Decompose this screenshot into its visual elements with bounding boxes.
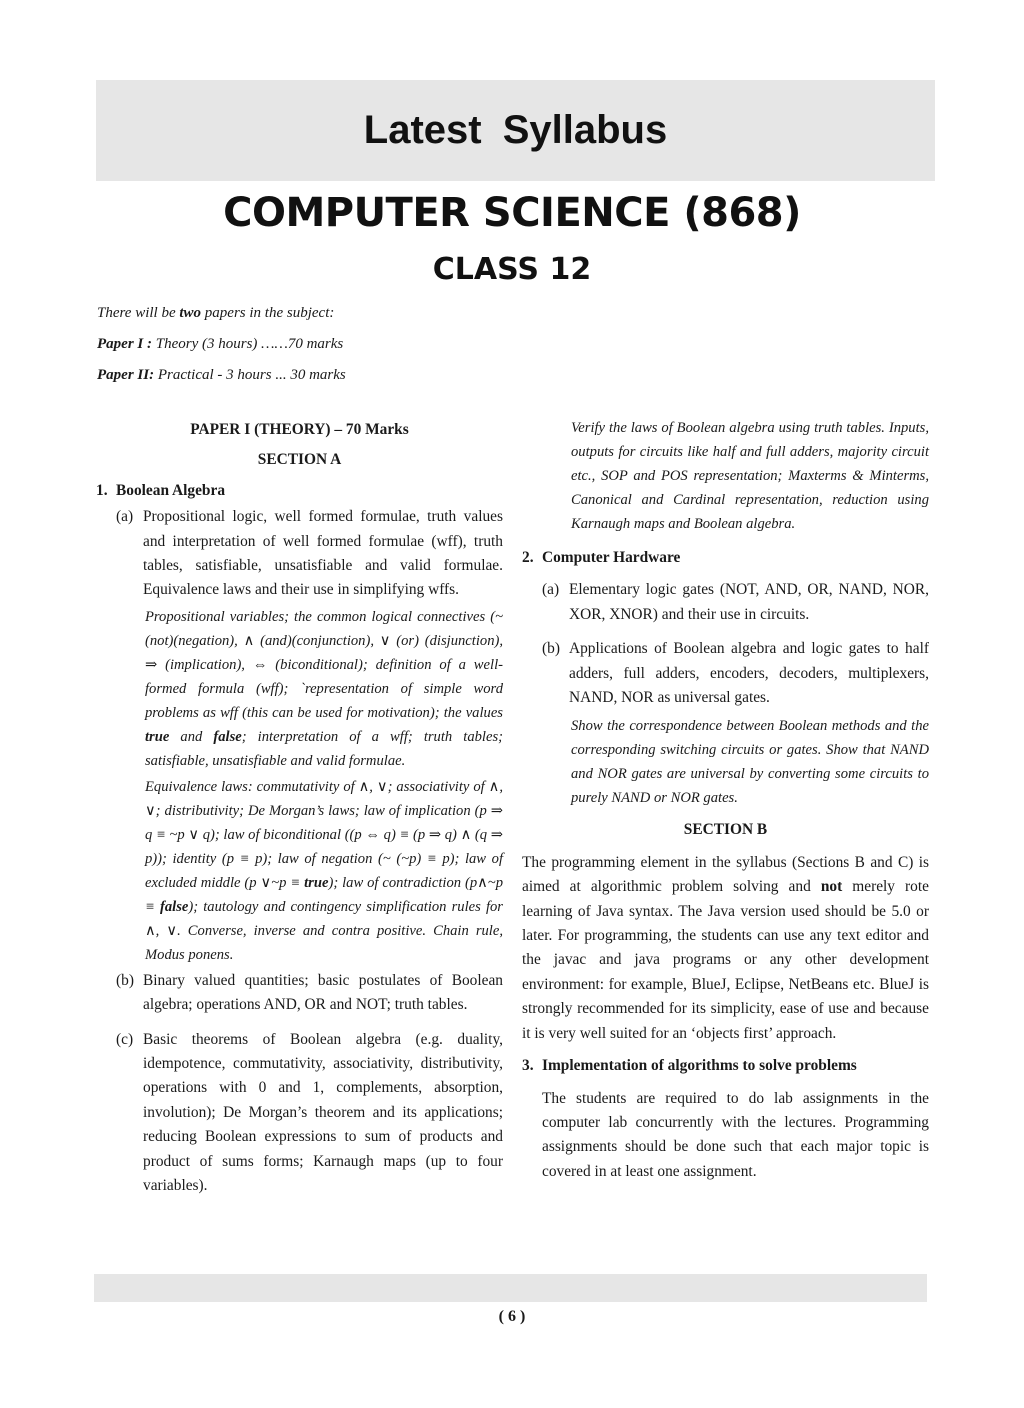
topic-2-heading: 2. Computer Hardware	[522, 549, 681, 566]
topic-3-heading: 3. Implementation of algorithms to solve problems	[522, 1057, 857, 1075]
footer-bar	[94, 1274, 927, 1302]
class-subtitle: CLASS 12	[432, 252, 592, 287]
right-column	[522, 418, 929, 1184]
page-title: COMPUTER SCIENCE (868)	[223, 190, 801, 236]
left-column	[96, 418, 503, 1199]
header-banner	[96, 80, 935, 181]
topic-1-item-a: (a) Propositional logic, well formed formulae, truth values and interpretation of well formed formulae (wff), truth tables, satisfiable, unsatisfiable and valid formulae. Equivalence laws and their use in simplifying wffs.	[116, 508, 503, 599]
topic-2-b-note: Show the correspondence between Boolean methods and the corresponding switching circuits or gates. Show that NAND and NOR gates are universal by converting some circuits to purely NAND or NOR gates.	[571, 718, 929, 807]
section-b-paragraph: The programming element in the syllabus (Sections B and C) is aimed at algorithmic problem solving and not merely rote learning of Java syntax. The Java version used should be 5.0 or later. For programming, the students can use any text editor and the javac and java programs or any other development environment: for example, BlueJ, Eclipse, NetBeans etc. BlueJ is strongly recommended for its simplicity, ease of use and because it is very well suited for an ‘objects first’ approach.	[522, 853, 929, 1042]
banner-title: Latest Syllabus	[363, 108, 668, 152]
topic-1-item-b: (b) Binary valued quantities; basic postulates of Boolean algebra; operations AND, OR and NOT; truth tables.	[116, 971, 503, 1014]
intro-block	[97, 304, 346, 397]
topic-1-heading: 1. Boolean Algebra	[96, 481, 226, 499]
paper-heading: PAPER I (THEORY) – 70 Marks	[190, 421, 409, 438]
topic-1-a-note-1: Propositional variables; the common logical connectives (~ (not)(negation), ∧ (and)(conjunction), ∨ (or) (disjunction), ⇒ (implication), ⇔ (biconditional); definition of a well-formed formula (wff); `representation of simple word problems as wff (this can be used for motivation); the values true and false; interpretation of a wff; truth tables; satisfiable, unsatisfiable and valid formulae.	[145, 608, 503, 769]
topic-2-item-a: (a) Elementary logic gates (NOT, AND, OR, NAND, NOR, XOR, XNOR) and their use in circuits.	[542, 581, 929, 623]
section-b-heading: SECTION B	[683, 821, 768, 839]
topic-1-item-c: (c) Basic theorems of Boolean algebra (e.g. duality, idempotence, commutativity, associativity, distributivity, operations with 0 and 1, complements, absorption, involution); De Morgan’s theorem and its applications; reducing Boolean expressions to sum of products and product of sums forms; Karnaugh maps (up to four variables).	[116, 1030, 503, 1195]
intro-line-papers: There will be two papers in the subject:	[97, 305, 335, 321]
topic-2-item-b: (b) Applications of Boolean algebra and logic gates to half adders, full adders, encoders, decoders, multiplexers, NAND, NOR as universal gates.	[542, 640, 929, 707]
topic-1-c-note: Verify the laws of Boolean algebra using truth tables. Inputs, outputs for circuits like half and full adders, majority circuit etc., SOP and POS representation; Maxterms & Minterms, Canonical and Cardinal representation, reduction using Karnaugh maps and Boolean algebra.	[571, 420, 929, 532]
topic-3-paragraph: The students are required to do lab assignments in the computer lab concurrently with the lectures. Programming assignments should be done such that each major topic is covered in at least one assignment.	[542, 1089, 929, 1180]
page-number: ( 6 )	[498, 1308, 526, 1325]
topic-1-a-note-2: Equivalence laws: commutativity of ∧, ∨; associativity of ∧, ∨; distributivity; De Morgan’s laws; law of implication (p ⇒ q ≡ ~p ∨ q); law of biconditional ((p ⇔ q) ≡ (p ⇒ q) ∧ (q ⇒ p)); identity (p ≡ p); law of negation (~ (~p) ≡ p); law of excluded middle (p ∨~p ≡ true); law of contradiction (p∧~p ≡ false); tautology and contingency simplification rules for ∧, ∨. Converse, inverse and contra positive. Chain rule, Modus ponens.	[145, 778, 503, 963]
intro-line-paper2: Paper II: Practical - 3 hours ... 30 marks	[97, 367, 346, 383]
intro-line-paper1: Paper I : Theory (3 hours) ……70 marks	[97, 336, 344, 352]
section-a-heading: SECTION A	[257, 451, 342, 469]
